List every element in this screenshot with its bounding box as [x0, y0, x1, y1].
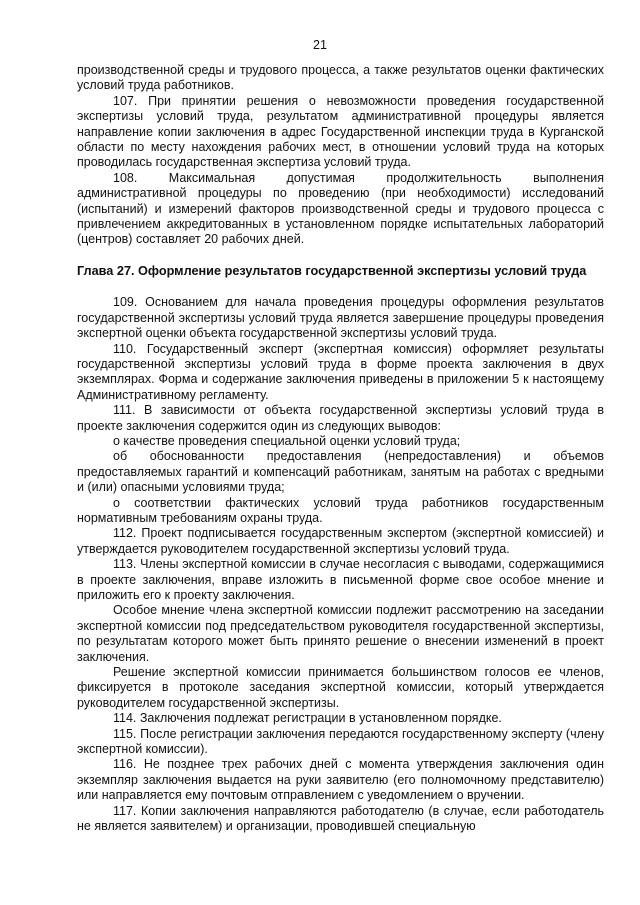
list-item-quality: о качестве проведения специальной оценки условий труда;	[113, 433, 461, 448]
paragraph-112: 112. Проект подписывается государственным экспертом (экспертной комиссией) и утверждается руководителем государственной экспертизы условий труда.	[77, 526, 604, 556]
chapter-heading: Глава 27. Оформление результатов государственной экспертизы условий труда	[77, 263, 587, 278]
paragraph-117: 117. Копии заключения направляются работодателю (в случае, если работодатель не является заявителем) и организации, проводившей специальную	[77, 803, 604, 834]
paragraph-109: 109. Основанием для начала проведения процедуры оформления результатов государственной экспертизы условий труда является завершение процедуры проведения экспертной оценки объекта государственной экспертизы условий труда.	[77, 295, 604, 341]
paragraph-115: 115. После регистрации заключения передаются государственному эксперту (члену экспертной комиссии).	[77, 726, 604, 757]
paragraph-special-opinion: Особое мнение члена экспертной комиссии подлежит рассмотрению на заседании экспертной комиссии под председательством руководителя государственной экспертизы, по результатам которого может быть принято решение о внесении изменений в проект заключения.	[77, 603, 604, 664]
paragraph-110: 110. Государственный эксперт (экспертная комиссия) оформляет результаты государственной экспертизы условий труда в форме проекта заключения в двух экземплярах. Форма и содержание заключения приведены в приложении 5 к настоящему Административному регламенту.	[77, 341, 604, 402]
paragraph-108: 108. Максимальная допустимая продолжительность выполнения административной процедуры по проведению (при необходимости) исследований (испытаний) и измерений факторов производственной среды и трудового процесса с привлечением аккредитованных в установленном порядке испытательных лабораторий (центров) составляет 20 рабочих дней.	[77, 170, 604, 247]
page-number: 21	[313, 38, 327, 52]
list-item-guarantees: об обоснованности предоставления (непредоставления) и объемов предоставляемых гарантий и компенсаций работникам, занятым на работах с вредными и (или) опасными условиями труда;	[77, 449, 604, 495]
paragraph-113: 113. Члены экспертной комиссии в случае несогласия с выводами, содержащимися в проекте заключения, вправе изложить в письменной форме свое особое мнение и приложить его к проекту заключения.	[77, 557, 604, 602]
paragraph-commission-decision: Решение экспертной комиссии принимается большинством голосов ее членов, фиксируется в протоколе заседания экспертной комиссии, который утверждается руководителем государственной экспертизы.	[77, 665, 604, 710]
paragraph-107: 107. При принятии решения о невозможности проведения государственной экспертизы условий труда, результатом административной процедуры является направление копии заключения в адрес Государственной инспекции труда в Курганской области по месту нахождения рабочих мест, в отношении условий труда на которых проводилась государственная экспертиза условий труда.	[77, 93, 604, 170]
paragraph-116: 116. Не позднее трех рабочих дней с момента утверждения заключения один экземпляр заключения выдается на руки заявителю (его полномочному представителю) или направляется ему почтовым отправлением с уведомлением о вручении.	[77, 757, 604, 803]
paragraph-114: 114. Заключения подлежат регистрации в установленном порядке.	[113, 711, 502, 726]
paragraph-continuation: производственной среды и трудового процесса, а также результатов оценки фактических условий труда работников.	[77, 63, 604, 93]
paragraph-111: 111. В зависимости от объекта государственной экспертизы условий труда в проекте заключения содержится один из следующих выводов:	[77, 403, 604, 433]
list-item-compliance: о соответствии фактических условий труда работников государственным нормативным требованиям охраны труда.	[77, 495, 604, 525]
document-body	[77, 63, 604, 835]
